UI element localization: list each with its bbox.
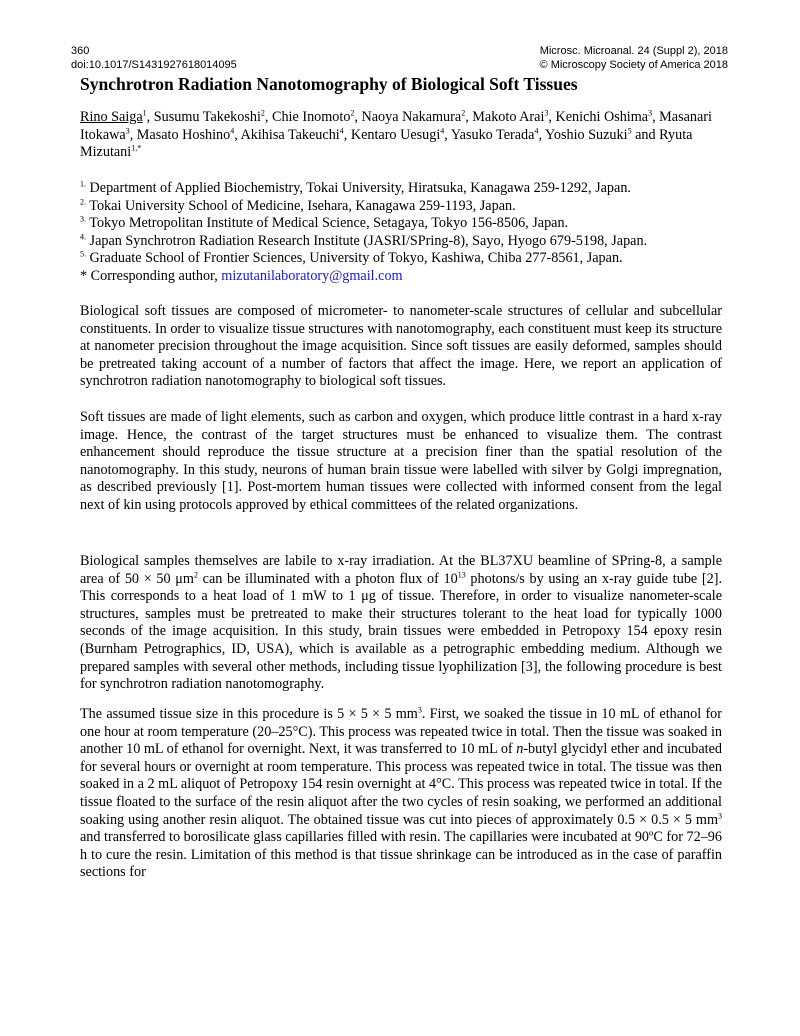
author-name: Yoshio Suzuki [545,126,628,143]
text-run: and transferred to borosilicate glass capillaries filled with resin. The capillaries were incubated at 90ºC for 72–96 h to cure the resin. Limitation of this method is that tissue shrinkage can be introduced as in the case of paraffin sections for [80,829,722,881]
copyright: © Microscopy Society of America 2018 [539,59,728,71]
author-name: Yasuko Terada [450,126,535,143]
corresponding-author [80,268,730,286]
affiliation-item [80,215,730,233]
affiliation-number: 2. [80,196,86,206]
author-affiliation: 4 [534,125,539,135]
text-run: . First, we soaked the tissue in 10 mL of ethanol for one hour at room temperature (20–25°C). This process was repeated twice in total. Then the tissue was soaked in another 10 mL of ethanol for overnight. Next, it was transferred to 10 mL of [80,706,722,758]
affiliation-item [80,180,730,198]
paragraph-contrast: Soft tissues are made of light elements, such as carbon and oxygen, which produce little contrast in a hard x-ray image. Hence, the contrast of the target structures must be enhanced to visualize them. The contrast enhancement should reproduce the tissue structure at a precision finer than the spatial resolution of the nanotomography. In this study, neurons of human brain tissue were labelled with silver by Golgi impregnation, as described previously [1]. Post-mortem human tissues were collected with informed consent from the legal next of kin using protocols approved by ethical committees of the related organizations. [80,409,722,513]
author-name: Susumu Takekoshi [153,109,261,125]
author-name: Naoya Nakamura [361,109,462,125]
author-affiliation: 1,* [131,143,142,153]
page-number: 360 [71,45,90,57]
author-name: Rino Saiga [80,109,143,125]
affiliation-item [80,198,730,216]
author-affiliation: 3 [648,108,653,118]
author-name: Masanari Itokawa [80,109,712,143]
affiliation-item [80,233,730,251]
affiliation-text: Tokai University School of Medicine, Isehara, Kanagawa 259-1193, Japan. [86,197,516,214]
author-name: Masato Hoshino [136,126,231,143]
author-name: Akihisa Takeuchi [240,126,340,143]
superscript: 2 [193,569,198,579]
author-name: Makoto Arai [472,109,545,125]
affiliation-text: Department of Applied Biochemistry, Tokai University, Hiratsuka, Kanagawa 259-1292, Japan. [86,180,631,196]
running-header-bottom [71,59,728,72]
author-name: Chie Inomoto [272,109,351,125]
text-run: The assumed tissue size in this procedure is 5 × 5 × 5 mm [80,706,418,722]
affiliation-list [80,180,730,286]
affiliation-number: 3. [80,214,86,224]
author-affiliation: 1 [142,108,147,118]
superscript: 3 [417,705,422,715]
author-affiliation: 4 [440,125,445,135]
affiliation-number: 1. [80,179,86,189]
author-name: Ryuta Mizutani [80,126,693,161]
paragraph-intro: Biological soft tissues are composed of micrometer- to nanometer-scale structures of cellular and subcellular constituents. In order to visualize tissue structures with nanotomography, each constituent must keep its structure at nanometer precision throughout the image acquisition. Since soft tissues are easily deformed, samples should be pretreated taking account of a number of factors that affect the image. Here, we report an application of synchrotron radiation nanotomography to biological soft tissues. [80,303,722,390]
author-name: Kenichi Oshima [555,109,649,125]
author-affiliation: 3 [544,108,549,118]
paragraph-irradiation [80,553,722,694]
author-affiliation: 2 [350,108,355,118]
superscript: 13 [457,569,466,579]
doi: doi:10.1017/S1431927618014095 [71,59,237,71]
corresponding-label: * Corresponding author, [80,267,222,284]
author-affiliation: 2 [260,108,265,118]
author-affiliation: 4 [230,125,235,135]
text-run: Biological samples themselves are labile to x-ray irradiation. At the BL37XU beamline of SPring-8, a sample area of 50 × 50 μm [80,553,722,587]
text-run: -butyl glycidyl ether and incubated for several hours or overnight at room temperature. This process was repeated twice in total. The tissue was then soaked in a 2 mL aliquot of Petropoxy 154 resin overnight at 4°C. This process was repeated twice in total. If the tissue floated to the surface of the resin aliquot after the two cycles of resin soaking, we performed an additional soaking using another resin aliquot. The obtained tissue was cut into pieces of approximately 0.5 × 0.5 × 5 mm [80,741,722,828]
author-affiliation: 4 [339,125,344,135]
affiliation-number: 4. [80,232,86,242]
paragraph-procedure [80,706,722,882]
affiliation-item [80,250,730,268]
paper-title: Synchrotron Radiation Nanotomography of Biological Soft Tissues [80,74,578,94]
author-affiliation: 2 [461,108,466,118]
email-link[interactable]: mizutanilaboratory@gmail.com [221,267,403,284]
text-run: photons/s by using an x-ray guide tube [2]. This corresponds to a heat load of 1 mW to 1 μg of tissue. Therefore, in order to visualize nanometer-scale structures, samples must be pretreated to make their structures tolerant to the heat load for typically 1000 seconds of the image acquisition. In this study, brain tissues were embedded in Petropoxy 154 epoxy resin (Burnham Petrographics, ID, USA), which is available as a petrographic embedding medium. Although we prepared samples with several other methods, including tissue lyophilization [3], the following procedure is best for synchrotron radiation nanotomography. [80,570,723,693]
running-header-top [71,45,728,58]
author-affiliation: 3 [125,125,130,135]
author-affiliation: 5 [627,125,632,135]
text-run: can be illuminated with a photon flux of 10 [197,570,458,587]
affiliation-number: 5. [80,249,86,259]
author-name: Kentaro Uesugi [350,126,441,143]
affiliation-text: Japan Synchrotron Radiation Research Institute (JASRI/SPring-8), Sayo, Hyogo 679-5198, Japan. [86,232,648,249]
affiliation-text: Tokyo Metropolitan Institute of Medical Science, Setagaya, Tokyo 156-8506, Japan. [86,215,569,232]
affiliation-text: Graduate School of Frontier Sciences, University of Tokyo, Kashiwa, Chiba 277-8561, Japan. [86,250,623,267]
journal-citation: Microsc. Microanal. 24 (Suppl 2), 2018 [539,45,728,57]
superscript: 3 [718,810,722,820]
italic-text: n [516,741,524,758]
author-list: Rino Saiga$^1$, Susumu Takekoshi$^2$, Chie Inomoto$^2$, Naoya Nakamura$^2$, Makoto Arai$^3$, Kenichi Oshima$^3$, Masanari Itokawa$^3$, Masato Hoshino$^4$, Akihisa Takeuchi$^4$, Kentaro Uesugi$^4$, Yasuko Terada$^4$, Yoshio Suzuki$^5$ and Ryuta Mizutani$^{1,*}$ [80,108,712,161]
